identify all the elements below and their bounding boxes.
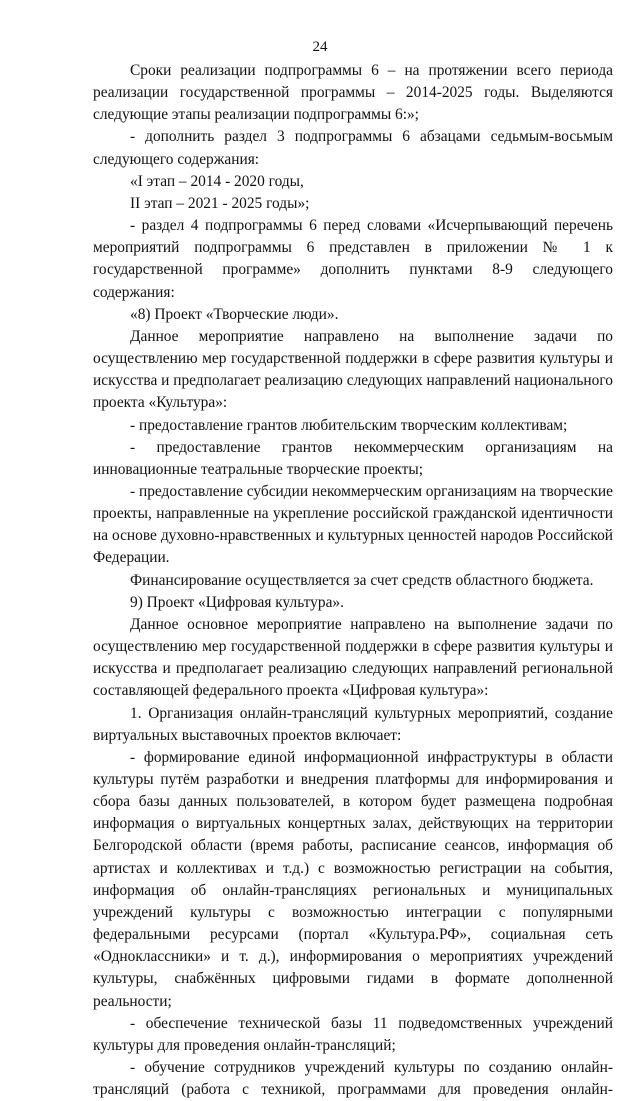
paragraph: - предоставление грантов некоммерческим организациям на инновационные театральные творческие проекты; xyxy=(93,438,613,478)
paragraph: II этап – 2021 - 2025 годы»; xyxy=(130,194,310,212)
paragraph: Данное мероприятие направлено на выполнение задачи по осуществлению мер государственной поддержки в сфере развития культуры и искусства и предполагает реализацию следующих направлений национального проекта «Культура»: xyxy=(93,327,613,412)
paragraph: - обеспечение технической базы 11 подведомственных учреждений культуры для проведения онлайн-трансляций; xyxy=(93,1014,613,1054)
paragraph: Сроки реализации подпрограммы 6 – на протяжении всего периода реализации государственной программы – 2014-2025 годы. Выделяются следующие этапы реализации подпрограммы 6:»; xyxy=(93,62,613,124)
paragraph: Финансирование осуществляется за счет средств областного бюджета. xyxy=(130,571,594,589)
paragraph: 9) Проект «Цифровая культура». xyxy=(130,593,344,611)
paragraph: «I этап – 2014 - 2020 годы, xyxy=(130,172,304,190)
paragraph: - раздел 4 подпрограммы 6 перед словами «Исчерпывающий перечень мероприятий подпрограммы 6 представлен в приложении № 1 к государственной программе» дополнить пунктами 8-9 следующего содержания: xyxy=(93,217,613,301)
page-number: 24 xyxy=(312,39,328,55)
paragraph: «8) Проект «Творческие люди». xyxy=(130,305,339,323)
document-body xyxy=(93,60,613,1101)
paragraph: - предоставление субсидии некоммерческим организациям на творческие проекты, направленные на укрепление российской гражданской идентичности на основе духовно-нравственных и культурных ценностей народов Российской Федерации. xyxy=(93,482,613,567)
paragraph: Данное основное мероприятие направлено на выполнение задачи по осуществлению мер государственной поддержки в сфере развития культуры и искусства и предполагает реализацию следующих направлений региональной составляющей федерального проекта «Цифровая культура»: xyxy=(93,615,613,700)
paragraph: - обучение сотрудников учреждений культуры по созданию онлайн-трансляций (работа с техникой, программами для проведения онлайн- xyxy=(93,1059,613,1099)
paragraph: - предоставление грантов любительским творческим коллективам; xyxy=(130,416,568,434)
paragraph: 1. Организация онлайн-трансляций культурных мероприятий, создание виртуальных выставочных проектов включает: xyxy=(93,704,613,744)
paragraph: - дополнить раздел 3 подпрограммы 6 абзацами седьмым-восьмым следующего содержания: xyxy=(93,128,613,168)
paragraph: - формирование единой информационной инфраструктуры в области культуры путём разработки и внедрения платформы для информирования и сбора базы данных пользователей, в котором будет размещена подробная информация о виртуальных концертных залах, действующих на территории Белгородской области (время работы, расписание сеансов, информация об артистах и коллективах и т.д.) с возможностью регистрации на события, информация об онлайн-трансляциях региональных и муниципальных учреждений культуры с возможностью интеграции с популярными федеральными ресурсами (портал «Культура.РФ», социальная сеть «Одноклассники» и т. д.), информирования о мероприятиях учреждений культуры, снабжённых цифровыми гидами в формате дополненной реальности; xyxy=(93,748,613,1010)
